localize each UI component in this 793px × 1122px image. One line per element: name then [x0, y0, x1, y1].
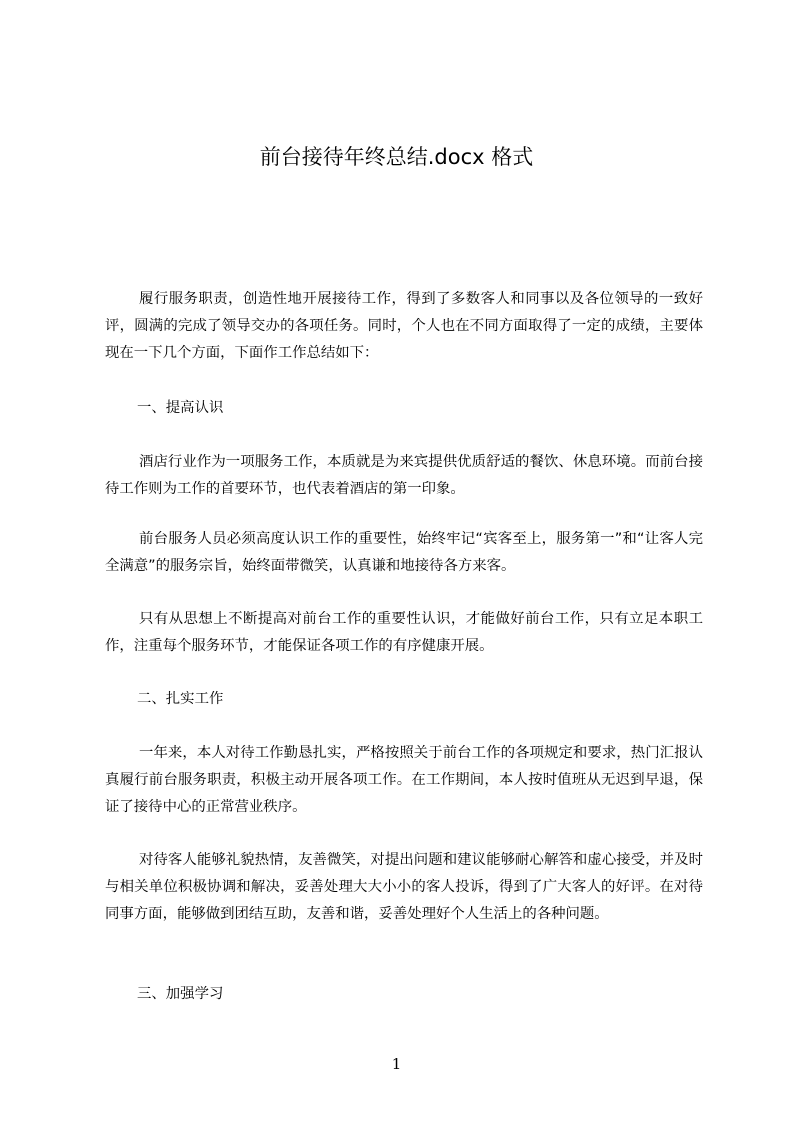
intro-paragraph: 履行服务职责，创造性地开展接待工作，得到了多数客人和同事以及各位领导的一致好评，圆满的完成了领导交办的各项任务。同时，个人也在不同方面取得了一定的成绩，主要体现在一下几个方面，下面作工作总结如下： — [105, 291, 703, 361]
section-1-paragraph-1: 酒店行业作为一项服务工作，本质就是为来宾提供优质舒适的餐饮、休息环境。而前台接待工作则为工作的首要环节，也代表着酒店的第一印象。 — [105, 454, 703, 497]
section-heading-3: 三、加强学习 — [137, 986, 224, 1002]
section-2-paragraph-2: 对待客人能够礼貌热情，友善微笑，对提出问题和建议能够耐心解答和虚心接受，并及时与相关单位积极协调和解决，妥善处理大大小小的客人投诉，得到了广大客人的好评。在对待同事方面，能够做到团结互助，友善和谐，妥善处理好个人生活上的各种问题。 — [105, 852, 703, 922]
document-title: 前台接待年终总结.docx 格式 — [259, 145, 534, 169]
section-1-paragraph-3: 只有从思想上不断提高对前台工作的重要性认识，才能做好前台工作，只有立足本职工作，注重每个服务环节，才能保证各项工作的有序健康开展。 — [105, 611, 703, 654]
section-heading-1: 一、提高认识 — [137, 400, 224, 416]
section-2-paragraph-1: 一年来，本人对待工作勤恳扎实，严格按照关于前台工作的各项规定和要求，热门汇报认真履行前台服务职责，积极主动开展各项工作。在工作期间，本人按时值班从无迟到早退，保证了接待中心的正常营业秩序。 — [105, 745, 703, 815]
section-1-paragraph-2: 前台服务人员必须高度认识工作的重要性，始终牢记“宾客至上，服务第一”和“让客人完全满意”的服务宗旨，始终面带微笑，认真谦和地接待各方来客。 — [105, 531, 703, 574]
section-heading-2: 二、扎实工作 — [137, 691, 224, 707]
page-number: 1 — [391, 1055, 402, 1073]
